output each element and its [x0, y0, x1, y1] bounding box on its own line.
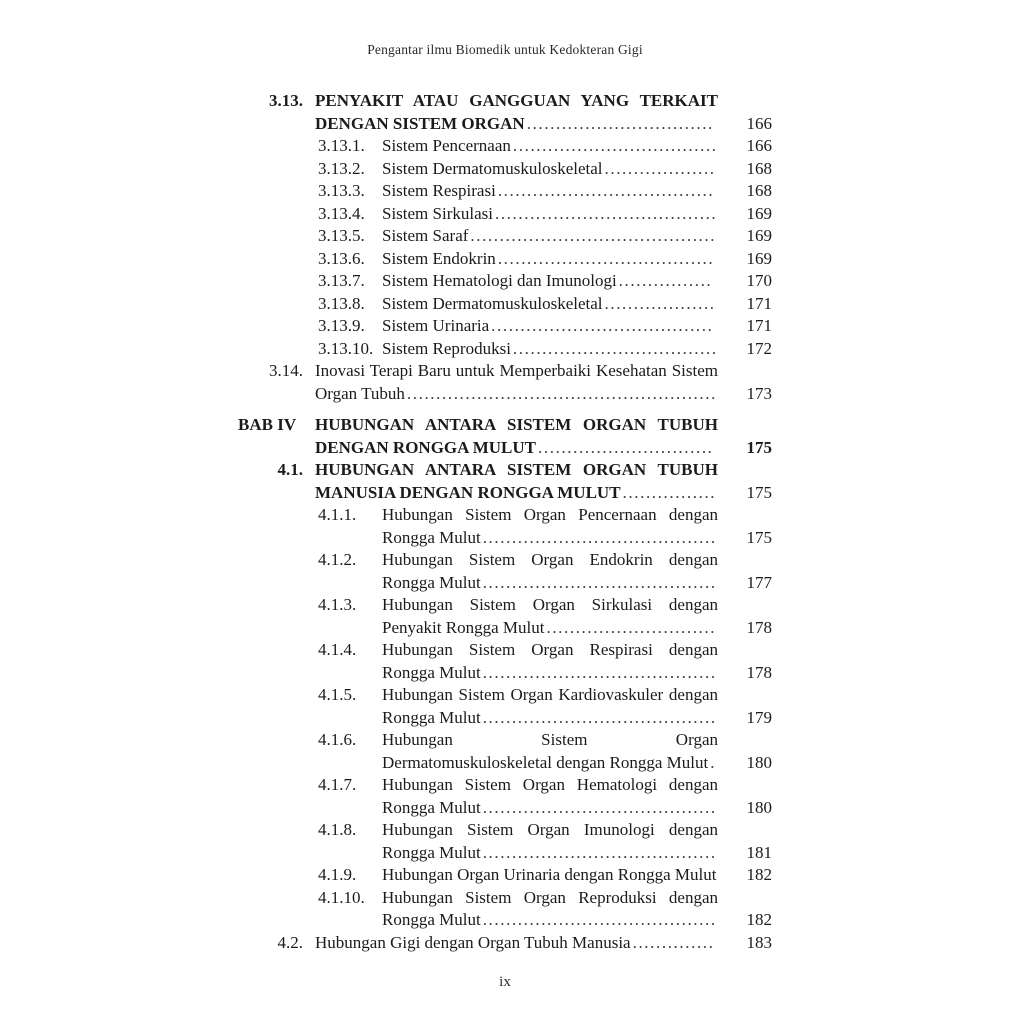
- toc-entry-number: 3.13.10.: [318, 338, 374, 358]
- toc-entry-page-number: 181: [746, 842, 772, 862]
- toc-entry-body: [382, 504, 718, 549]
- toc-entry-page-number: 168: [746, 181, 772, 200]
- toc-entry-page-number: 178: [746, 617, 772, 637]
- toc-entry-page-number: 180: [746, 797, 772, 817]
- toc-entry-body: [382, 225, 718, 248]
- toc-entry-page-number: 175: [746, 527, 772, 547]
- toc-entry-page-number: 178: [746, 662, 772, 682]
- dot-leader: ........................................: [482, 910, 717, 929]
- toc-entry: [238, 135, 772, 158]
- toc-entry-number: 4.1.2.: [318, 550, 357, 569]
- toc-entry-title: Sistem Reproduksi: [382, 338, 511, 358]
- toc-entry-page-number: 166: [746, 136, 772, 155]
- toc-entry-body: [382, 887, 718, 932]
- toc-list: [238, 90, 772, 954]
- dot-leader: .....................................................: [406, 383, 717, 403]
- toc-entry-body: [315, 459, 718, 504]
- toc-entry-title: Hubungan Sistem Organ Pencernaan dengan Rongga Mulut: [382, 505, 718, 547]
- toc-entry-page-number: 177: [746, 572, 772, 592]
- toc-entry-number: 4.2.: [277, 932, 303, 952]
- dot-leader: ........................................: [482, 707, 717, 727]
- toc-entry-title: Hubungan Sistem Organ Sirkulasi dengan Penyakit Rongga Mulut: [382, 595, 718, 637]
- toc-entry-title: Sistem Saraf: [382, 226, 469, 245]
- toc-entry-title: Sistem Hematologi dan Imunologi: [382, 271, 617, 290]
- toc-entry: [238, 459, 772, 504]
- toc-entry-page-number: 175: [746, 482, 772, 502]
- toc-entry-title: Hubungan Sistem Organ Endokrin dengan Rongga Mulut: [382, 550, 718, 592]
- toc-entry-page-number: 182: [746, 865, 772, 884]
- toc-entry: [238, 864, 772, 887]
- toc-entry-title: Hubungan Sistem Organ Dermatomuskuloskeletal dengan Rongga Mulut: [382, 730, 718, 772]
- toc-entry: [238, 360, 772, 405]
- toc-entry-title: Hubungan Sistem Organ Imunologi dengan Rongga Mulut: [382, 820, 718, 862]
- dot-leader: ........................................: [482, 527, 717, 547]
- dot-leader: ......................................: [494, 203, 718, 223]
- toc-entry-title: Hubungan Organ Urinaria dengan Rongga Mulut: [382, 865, 717, 884]
- toc-entry-number: 3.13.4.: [318, 203, 365, 223]
- toc-entry-title: Sistem Sirkulasi: [382, 203, 493, 223]
- toc-entry-page-number: 169: [746, 203, 772, 223]
- toc-entry: [238, 315, 772, 338]
- toc-entry-number: 3.13.2.: [318, 158, 365, 178]
- toc-entry-body: [382, 135, 718, 158]
- toc-entry-number: 4.1.8.: [318, 820, 357, 839]
- toc-entry-number: 4.1.7.: [318, 775, 357, 794]
- toc-entry-title: Hubungan Sistem Organ Kardiovaskuler dengan Rongga Mulut: [382, 685, 718, 727]
- toc-entry-page-number: 179: [746, 707, 772, 727]
- toc-entry: [238, 90, 772, 135]
- toc-entry: [238, 504, 772, 549]
- toc-entry-number: 3.13.3.: [318, 181, 365, 200]
- toc-entry-number: 3.13.: [269, 91, 303, 110]
- toc-entry: [238, 684, 772, 729]
- toc-entry-body: [315, 90, 718, 135]
- toc-entry-page-number: 171: [746, 316, 772, 335]
- toc-entry-page-number: 170: [746, 271, 772, 290]
- toc-entry-body: [382, 248, 718, 271]
- dot-leader: ...................: [604, 293, 716, 313]
- toc-entry-page-number: 169: [746, 226, 772, 245]
- toc-entry: [238, 203, 772, 226]
- dot-leader: ..............................: [538, 437, 714, 457]
- dot-leader: ..............: [632, 932, 715, 952]
- toc-entry-title: Hubungan Gigi dengan Organ Tubuh Manusia: [315, 932, 631, 952]
- dot-leader: .: [710, 752, 717, 772]
- toc-entry: [238, 293, 772, 316]
- toc-entry-number: 3.13.7.: [318, 271, 365, 290]
- toc-entry-page-number: 175: [746, 437, 772, 457]
- toc-entry-number: 3.13.5.: [318, 226, 365, 245]
- toc-entry-page-number: 172: [746, 338, 772, 358]
- toc-entry-number: 4.1.9.: [318, 865, 357, 884]
- toc-entry: [238, 158, 772, 181]
- toc-entry: [238, 414, 772, 459]
- running-header: Pengantar ilmu Biomedik untuk Kedokteran Gigi: [367, 42, 643, 57]
- toc-entry-title: Hubungan Sistem Organ Reproduksi dengan Rongga Mulut: [382, 887, 718, 929]
- toc-entry-page-number: 173: [746, 383, 772, 403]
- toc-entry-title: Hubungan Sistem Organ Hematologi dengan Rongga Mulut: [382, 775, 718, 817]
- toc-entry-body: [382, 270, 718, 293]
- toc-entry-number: 4.1.10.: [318, 887, 365, 907]
- dot-leader: ...................................: [512, 338, 718, 358]
- dot-leader: ..........................................: [470, 226, 717, 245]
- toc-entry: [238, 338, 772, 361]
- toc-entry: [238, 225, 772, 248]
- dot-leader: ......................................: [491, 316, 714, 335]
- toc-entry-body: [382, 729, 718, 774]
- toc-entry-body: [382, 594, 718, 639]
- toc-entry: [238, 549, 772, 594]
- toc-entry-number: 3.13.1.: [318, 136, 365, 155]
- toc-entry: [238, 932, 772, 955]
- toc-entry: [238, 270, 772, 293]
- page-number-footer: ix: [499, 974, 511, 990]
- toc-entry-title: Sistem Respirasi: [382, 181, 496, 200]
- toc-entry: [238, 729, 772, 774]
- toc-entry: [238, 180, 772, 203]
- toc-entry-page-number: 166: [746, 113, 772, 133]
- toc-entry: [238, 594, 772, 639]
- toc-entry-body: [382, 338, 718, 361]
- toc-entry-title: Sistem Dermatomuskuloskeletal: [382, 293, 603, 313]
- toc-entry-body: [382, 203, 718, 226]
- toc-entry-body: [382, 774, 718, 819]
- toc-entry: [238, 248, 772, 271]
- toc-entry-body: [382, 819, 718, 864]
- toc-entry: [238, 639, 772, 684]
- toc-entry-number: 4.1.5.: [318, 685, 357, 704]
- toc-entry-body: [315, 414, 718, 459]
- toc-entry-number: 4.1.: [277, 460, 303, 479]
- dot-leader: .....................................: [497, 181, 715, 200]
- toc-entry-number: 4.1.6.: [318, 730, 357, 749]
- toc-entry-number: 3.13.6.: [318, 248, 365, 268]
- toc-entry-body: [315, 932, 718, 955]
- toc-entry-number: BAB IV: [238, 415, 297, 434]
- toc-entry-page-number: 183: [746, 932, 772, 952]
- toc-entry-title: Sistem Dermatomuskuloskeletal: [382, 158, 603, 178]
- toc-entry-number: 3.14.: [269, 361, 303, 380]
- dot-leader: .....................................: [497, 248, 715, 268]
- toc-entry-page-number: 169: [746, 248, 772, 268]
- dot-leader: ...................: [604, 158, 716, 178]
- dot-leader: .............................: [546, 617, 717, 637]
- toc-entry-page-number: 182: [746, 910, 772, 929]
- toc-entry-page-number: 168: [746, 158, 772, 178]
- dot-leader: ........................................: [482, 797, 717, 817]
- toc-entry-page-number: 171: [746, 293, 772, 313]
- toc-entry: [238, 774, 772, 819]
- dot-leader: ................: [622, 482, 717, 502]
- dot-leader: ...................................: [512, 136, 718, 155]
- dot-leader: ........................................: [482, 842, 717, 862]
- toc-entry-body: [382, 684, 718, 729]
- toc-entry-body: [382, 293, 718, 316]
- toc-entry-title: PENYAKIT ATAU GANGGUAN YANG TERKAIT DENGAN SISTEM ORGAN: [315, 91, 718, 133]
- toc-entry-number: 3.13.9.: [318, 316, 365, 335]
- dot-leader: ................: [618, 271, 713, 290]
- toc-entry-title: Hubungan Sistem Organ Respirasi dengan Rongga Mulut: [382, 640, 718, 682]
- toc-entry-body: [315, 360, 718, 405]
- toc-entry-body: [382, 158, 718, 181]
- toc-entry-title: Sistem Urinaria: [382, 316, 490, 335]
- toc-entry-page-number: 180: [746, 752, 772, 772]
- toc-entry-title: HUBUNGAN ANTARA SISTEM ORGAN TUBUH DENGAN RONGGA MULUT: [315, 415, 718, 457]
- toc-entry-body: [382, 180, 718, 203]
- toc-entry-number: 4.1.3.: [318, 595, 357, 614]
- toc-entry-title: Sistem Endokrin: [382, 248, 496, 268]
- toc-entry-title: Inovasi Terapi Baru untuk Memperbaiki Kesehatan Sistem Organ Tubuh: [315, 361, 718, 403]
- toc-entry: [238, 887, 772, 932]
- toc-entry-body: [382, 549, 718, 594]
- toc-entry-title: Sistem Pencernaan: [382, 136, 511, 155]
- toc-entry-body: [382, 315, 718, 338]
- toc-entry-number: 3.13.8.: [318, 293, 365, 313]
- toc-entry-number: 4.1.4.: [318, 640, 357, 659]
- toc-entry-body: [382, 639, 718, 684]
- toc-entry-number: 4.1.1.: [318, 505, 357, 524]
- toc-entry: [238, 819, 772, 864]
- dot-leader: ................................: [526, 113, 714, 133]
- dot-leader: ........................................: [482, 662, 717, 682]
- dot-leader: ........................................: [482, 572, 717, 592]
- toc-entry-title: HUBUNGAN ANTARA SISTEM ORGAN TUBUH MANUSIA DENGAN RONGGA MULUT: [315, 460, 718, 502]
- toc-entry-body: [382, 864, 718, 887]
